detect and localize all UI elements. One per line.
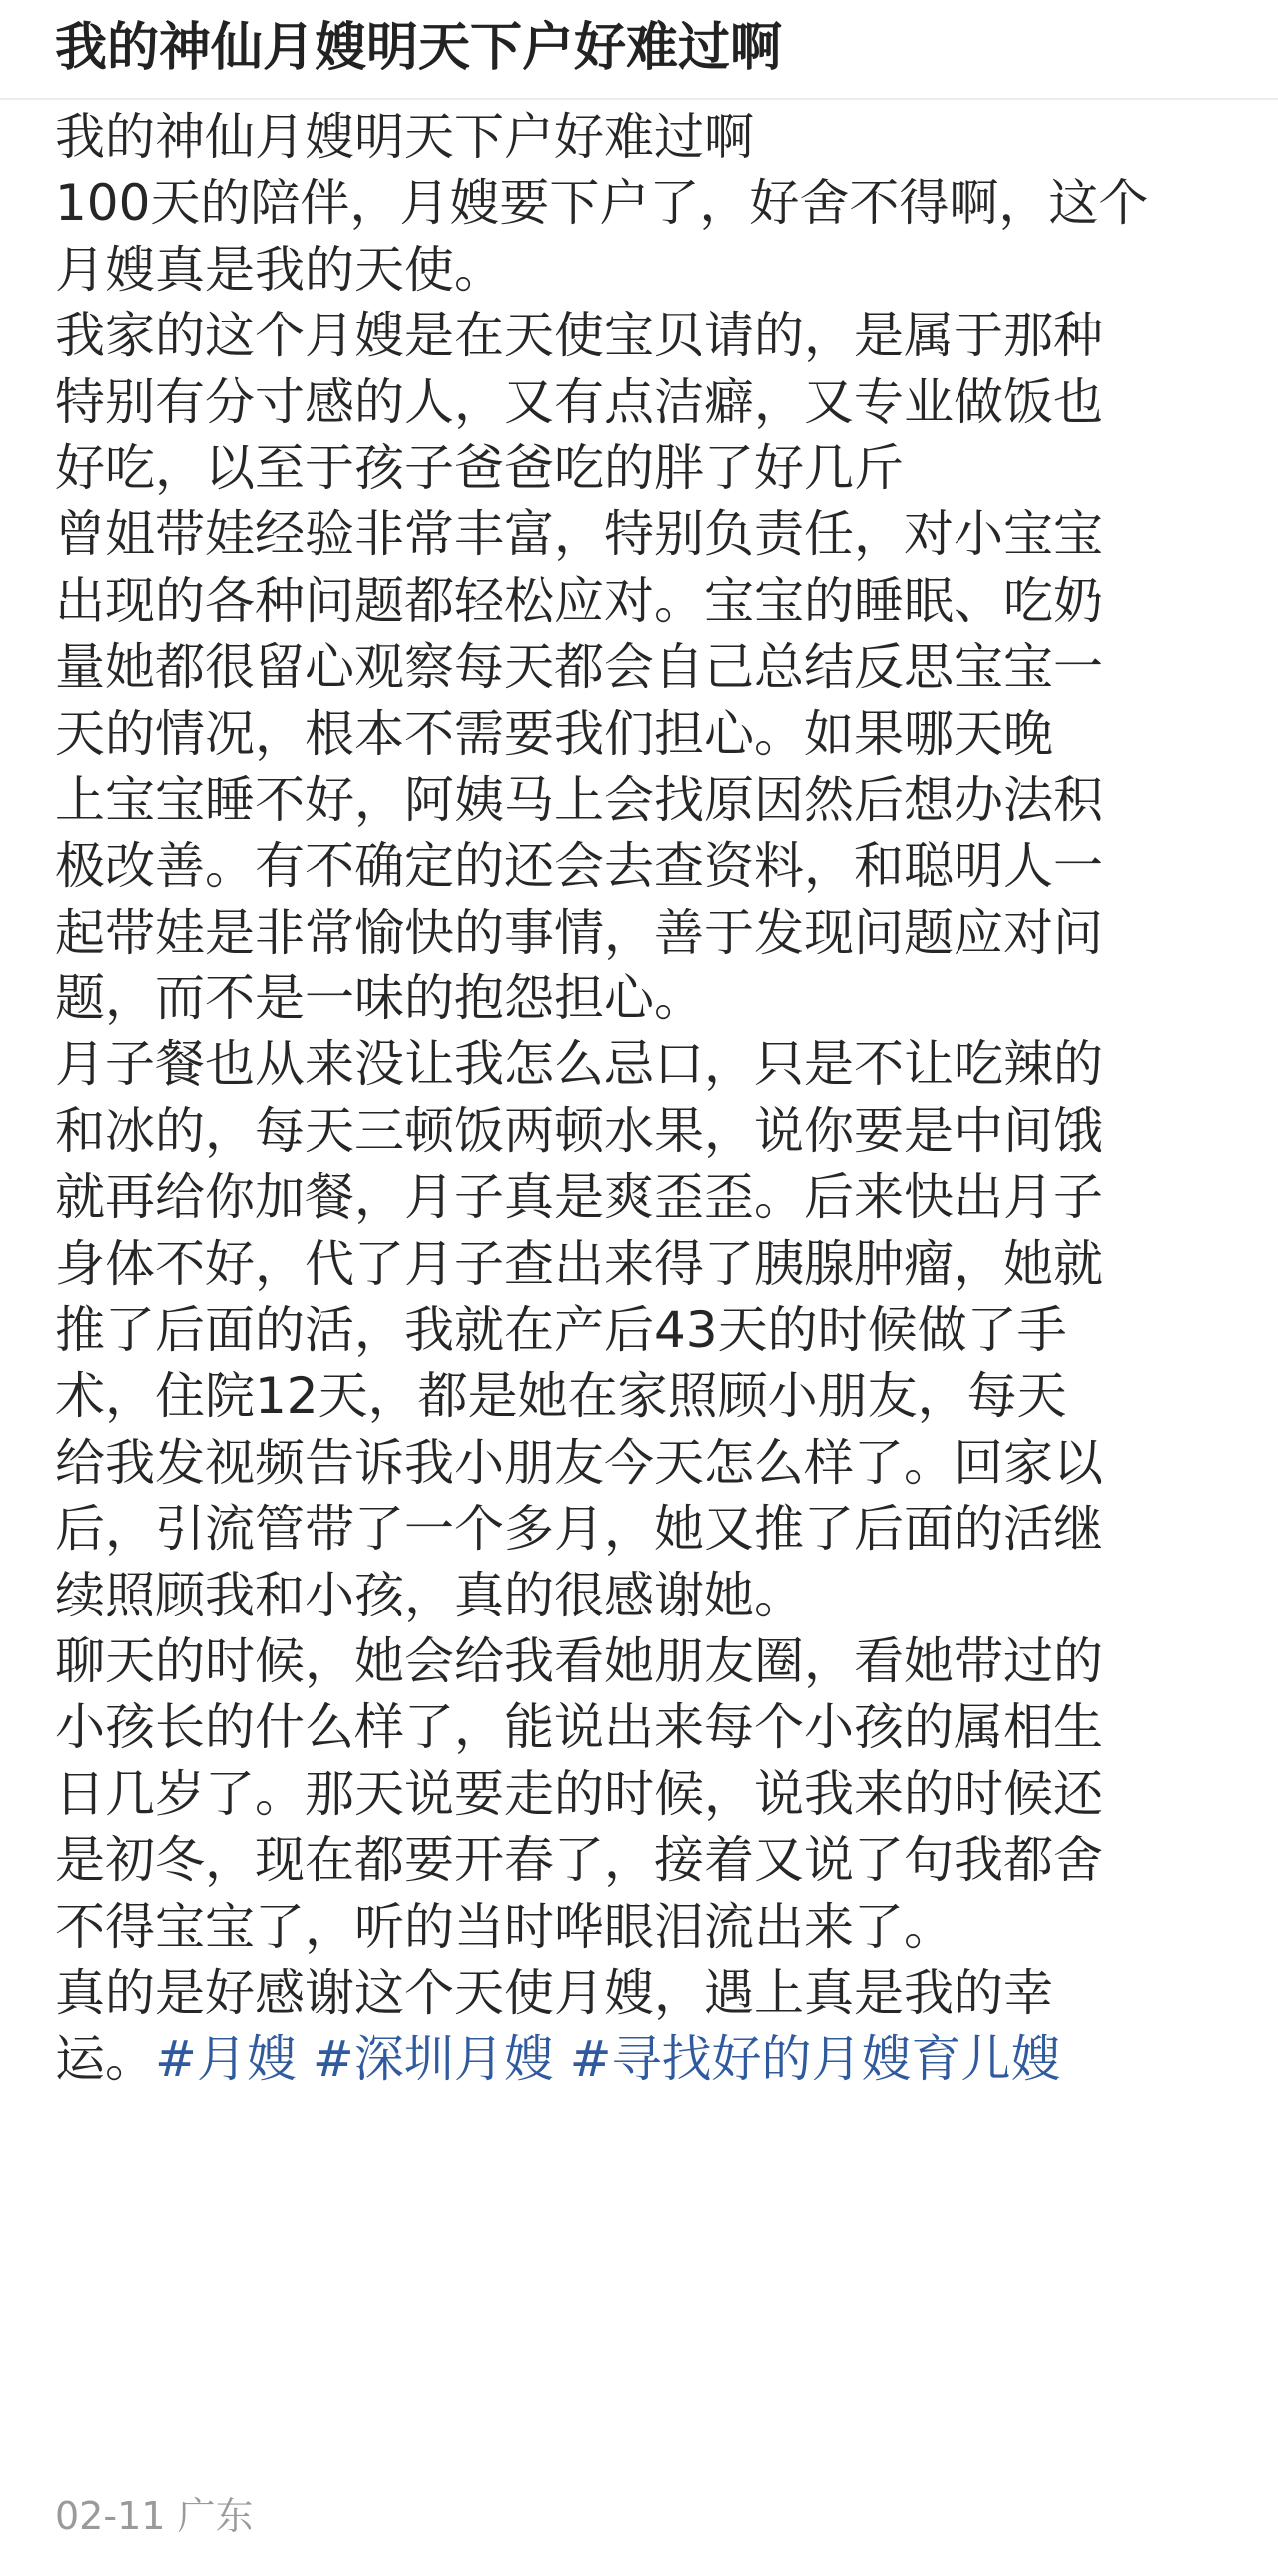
body-line: 小孩长的什么样了，能说出来每个小孩的属相生 [55, 1698, 1103, 1757]
body-line: 日几岁了。那天说要走的时候，说我来的时候还 [55, 1764, 1103, 1823]
post-title: 我的神仙月嫂明天下户好难过啊 [55, 18, 783, 78]
post-body [55, 104, 1233, 2093]
body-line: 上宝宝睡不好，阿姨马上会找原因然后想办法积 [55, 770, 1103, 829]
body-line: 术，住院12天，都是她在家照顾小朋友，每天 [55, 1367, 1067, 1426]
body-line: 量她都很留心观察每天都会自己总结反思宝宝一 [55, 638, 1103, 697]
body-line: 100天的陪伴，月嫂要下户了，好舍不得啊，这个 [55, 174, 1149, 233]
body-line: 题，而不是一味的抱怨担心。 [55, 969, 704, 1028]
body-line: 我家的这个月嫂是在天使宝贝请的，是属于那种 [55, 307, 1103, 365]
body-line: 续照顾我和小孩，真的很感谢她。 [55, 1566, 804, 1624]
body-line: 聊天的时候，她会给我看她朋友圈，看她带过的 [55, 1631, 1103, 1690]
hashtag-link[interactable]: #深圳月嫂 [312, 2030, 554, 2089]
post-location: 广东 [177, 2494, 254, 2538]
body-line: 好吃，以至于孩子爸爸吃的胖了好几斤 [55, 438, 904, 497]
body-line: 出现的各种问题都轻松应对。宝宝的睡眠、吃奶 [55, 571, 1103, 630]
body-line-prefix: 运。 [55, 2030, 155, 2089]
body-line: 是初冬，现在都要开春了，接着又说了句我都舍 [55, 1831, 1103, 1890]
body-line: 身体不好，代了月子查出来得了胰腺肿瘤，她就 [55, 1234, 1103, 1293]
body-line: 给我发视频告诉我小朋友今天怎么样了。回家以 [55, 1433, 1103, 1492]
body-line: 真的是好感谢这个天使月嫂，遇上真是我的幸 [55, 1963, 1053, 2022]
body-line: 后，引流管带了一个多月，她又推了后面的活继 [55, 1500, 1103, 1559]
post-meta [55, 2491, 254, 2541]
title-divider [0, 98, 1278, 100]
body-line: 月嫂真是我的天使。 [55, 240, 504, 299]
body-line: 起带娃是非常愉快的事情，善于发现问题应对问 [55, 903, 1103, 962]
body-line: 天的情况，根本不需要我们担心。如果哪天晚 [55, 704, 1053, 763]
body-line: 月子餐也从来没让我怎么忌口，只是不让吃辣的 [55, 1035, 1103, 1094]
body-line: 我的神仙月嫂明天下户好难过啊 [55, 108, 754, 166]
body-line-with-tags [55, 2026, 1233, 2092]
body-line: 不得宝宝了，听的当时哗眼泪流出来了。 [55, 1897, 954, 1956]
body-line: 极改善。有不确定的还会去查资料，和聪明人一 [55, 837, 1103, 896]
body-line: 推了后面的活，我就在产后43天的时候做了手 [55, 1301, 1067, 1360]
body-line: 曾姐带娃经验非常丰富，特别负责任，对小宝宝 [55, 505, 1103, 564]
post-date: 02-11 [55, 2494, 166, 2538]
hashtag-link[interactable]: #寻找好的月嫂育儿嫂 [569, 2030, 1061, 2089]
body-line: 和冰的，每天三顿饭两顿水果，说你要是中间饿 [55, 1101, 1103, 1160]
body-line: 就再给你加餐，月子真是爽歪歪。后来快出月子 [55, 1168, 1103, 1227]
body-line: 特别有分寸感的人，又有点洁癖，又专业做饭也 [55, 372, 1103, 431]
hashtag-link[interactable]: #月嫂 [155, 2030, 297, 2089]
